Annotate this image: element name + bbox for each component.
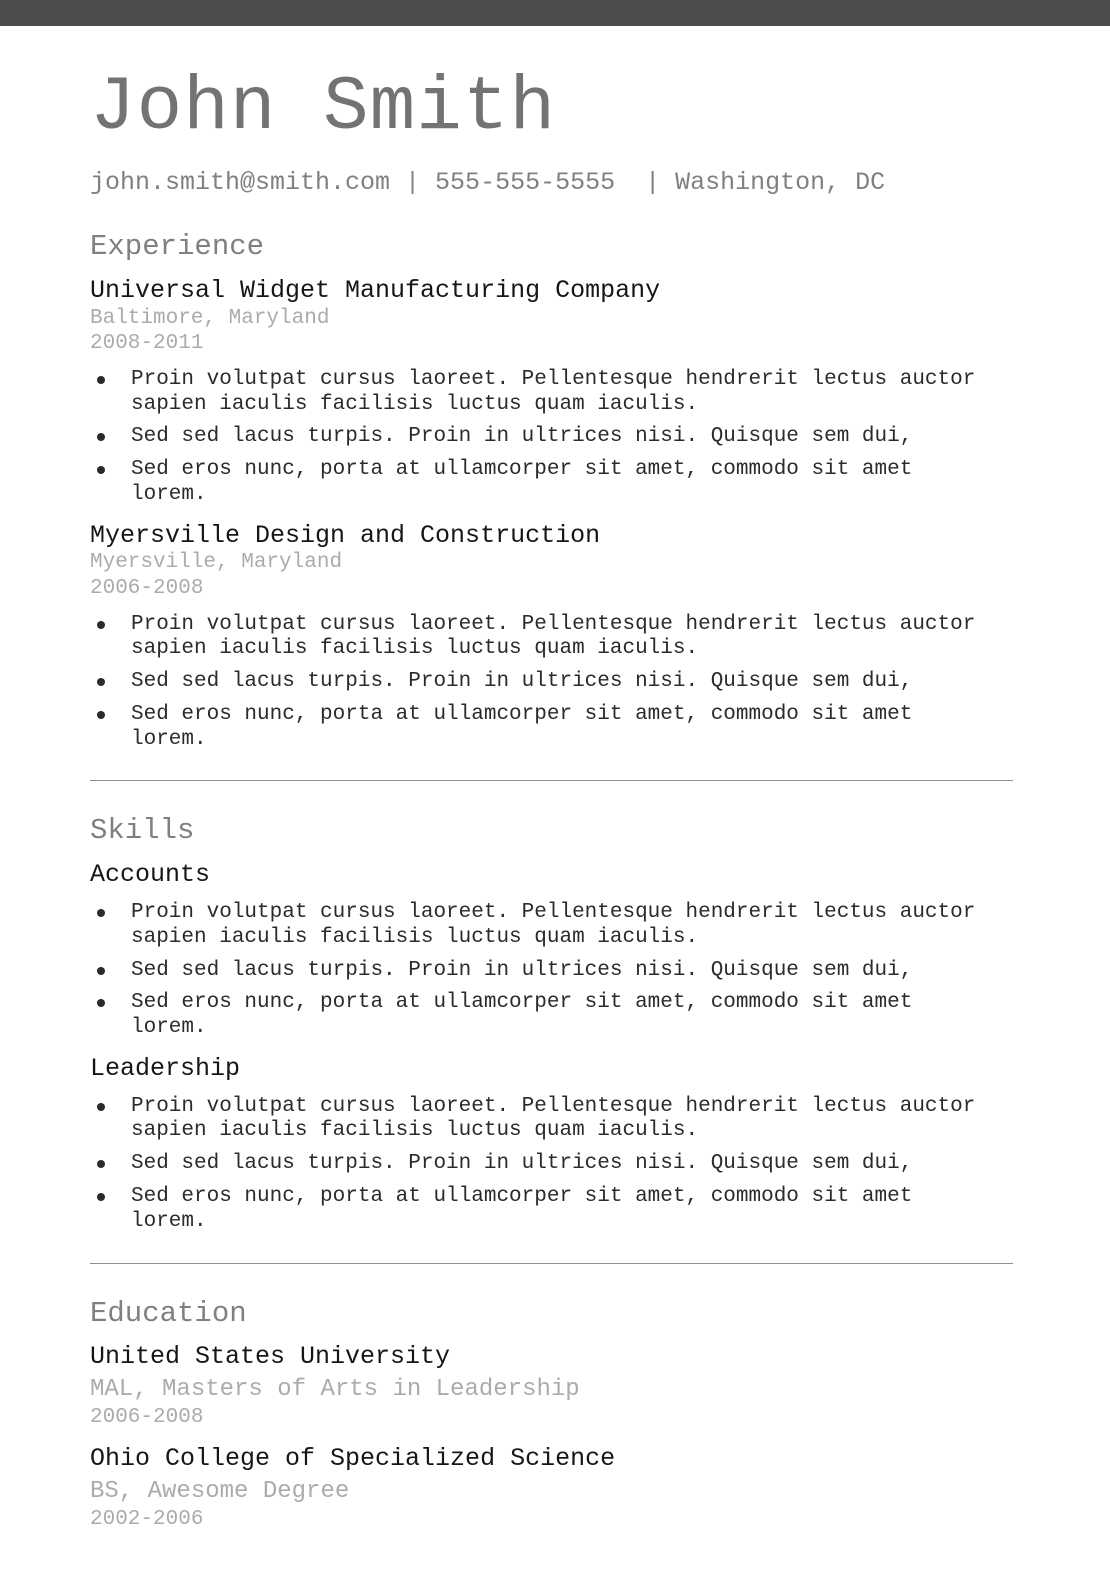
section-skills xyxy=(90,815,1013,1234)
section-divider xyxy=(90,780,1013,781)
school-name: Ohio College of Specialized Science xyxy=(90,1443,616,1473)
bullet-item: Sed eros nunc, porta at ullamcorper sit amet, commodo sit amet lorem. xyxy=(90,703,991,753)
bullet-list xyxy=(90,368,1013,508)
bullet-item: Proin volutpat cursus laoreet. Pellentesque hendrerit lectus auctor sapien iaculis facilisis luctus quam iaculis. xyxy=(90,901,991,951)
entry-dates: 2006-2008 xyxy=(90,1406,204,1430)
bullet-item: Sed eros nunc, porta at ullamcorper sit amet, commodo sit amet lorem. xyxy=(90,458,991,508)
page-title: John Smith xyxy=(90,65,557,151)
contact-line: john.smith@smith.com | 555-555-5555 | Washington, DC xyxy=(90,168,886,197)
degree-name: MAL, Masters of Arts in Leadership xyxy=(90,1376,580,1404)
education-entry xyxy=(90,1445,1013,1532)
skills-group xyxy=(90,1055,1013,1235)
bullet-list xyxy=(90,1095,1013,1235)
school-name: United States University xyxy=(90,1342,451,1372)
section-education xyxy=(90,1298,1013,1533)
section-divider xyxy=(90,1263,1013,1264)
bullet-item: Proin volutpat cursus laoreet. Pellentesque hendrerit lectus auctor sapien iaculis facilisis luctus quam iaculis. xyxy=(90,613,991,663)
resume-content xyxy=(0,26,1110,1572)
skills-group xyxy=(90,861,1013,1041)
section-experience xyxy=(90,231,1013,752)
bullet-item: Sed eros nunc, porta at ullamcorper sit amet, commodo sit amet lorem. xyxy=(90,991,991,1041)
skill-group-name: Accounts xyxy=(90,860,211,890)
bullet-item: Sed sed lacus turpis. Proin in ultrices nisi. Quisque sem dui, xyxy=(90,425,991,450)
bullet-list xyxy=(90,901,1013,1041)
education-entry xyxy=(90,1343,1013,1430)
bullet-item: Sed eros nunc, porta at ullamcorper sit amet, commodo sit amet lorem. xyxy=(90,1185,991,1235)
company-name: Myersville Design and Construction xyxy=(90,520,601,550)
experience-entry xyxy=(90,277,1013,508)
experience-section-title: Experience xyxy=(90,230,265,263)
bullet-item: Proin volutpat cursus laoreet. Pellentesque hendrerit lectus auctor sapien iaculis facilisis luctus quam iaculis. xyxy=(90,1095,991,1145)
experience-entry xyxy=(90,522,1013,753)
entry-dates: 2002-2006 xyxy=(90,1507,204,1531)
education-section-title: Education xyxy=(90,1296,247,1330)
bullet-item: Sed sed lacus turpis. Proin in ultrices nisi. Quisque sem dui, xyxy=(90,670,991,695)
bullet-item: Sed sed lacus turpis. Proin in ultrices nisi. Quisque sem dui, xyxy=(90,959,991,984)
entry-location: Myersville, Maryland xyxy=(90,551,343,575)
entry-dates: 2008-2011 xyxy=(90,332,204,356)
bullet-list xyxy=(90,613,1013,753)
bullet-item: Proin volutpat cursus laoreet. Pellentesque hendrerit lectus auctor sapien iaculis facilisis luctus quam iaculis. xyxy=(90,368,991,418)
top-bar xyxy=(0,0,1110,26)
skills-section-title: Skills xyxy=(90,814,195,848)
entry-dates: 2006-2008 xyxy=(90,577,204,601)
bullet-item: Sed sed lacus turpis. Proin in ultrices nisi. Quisque sem dui, xyxy=(90,1152,991,1177)
degree-name: BS, Awesome Degree xyxy=(90,1477,350,1505)
company-name: Universal Widget Manufacturing Company xyxy=(90,275,661,305)
skill-group-name: Leadership xyxy=(90,1053,241,1083)
entry-location: Baltimore, Maryland xyxy=(90,306,330,330)
